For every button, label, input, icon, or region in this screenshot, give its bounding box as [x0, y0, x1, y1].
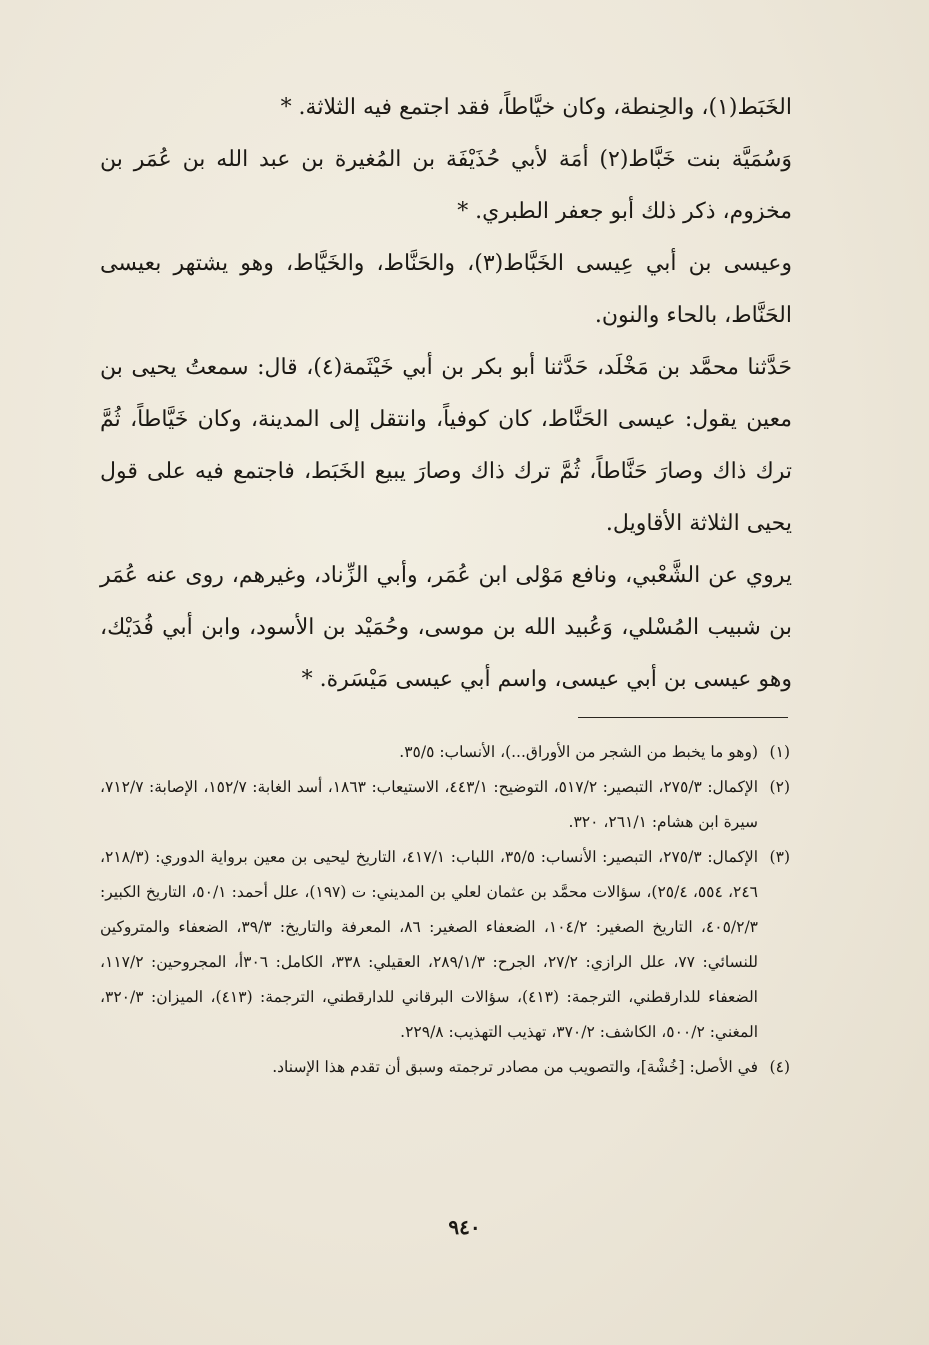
footnote-4 — [100, 1050, 790, 1085]
page-number: ٩٤٠ — [448, 1215, 481, 1239]
footnote-separator — [578, 717, 788, 718]
footnote-number: (٤) — [769, 1058, 790, 1076]
footnote-text: الإكمال: ٢٧٥/٣، التبصير: ٥١٧/٢، التوضيح: ٤٤٣/١، الاستيعاب: ١٨٦٣، أسد الغابة: ١٥٢/٧، الإصابة: ٧١٢/٧، سيرة ابن هشام: ٢٦١/١، ٣٢٠. — [100, 778, 759, 831]
main-text — [100, 82, 792, 706]
footnote-number: (٣) — [769, 848, 790, 866]
paragraph-1: الخَبَط(١)، والحِنطة، وكان خيَّاطاً، فقد اجتمع فيه الثلاثة. * — [280, 95, 792, 120]
footnote-1 — [100, 735, 790, 770]
paragraph-2: وَسُمَيَّة بنت خَبَّاط(٢) أمَة لأبي حُذَيْفَة بن المُغيرة بن عبد الله بن عُمَر بن مخزوم، ذكر ذلك أبو جعفر الطبري. * — [100, 147, 792, 224]
footnote-text: الإكمال: ٢٧٥/٣، التبصير: الأنساب: ٣٥/٥، اللباب: ٤١٧/١، التاريخ ليحيى بن معين برواية الدوري: (٢١٨/٣، ٢٤٦، ٥٥٤، ٢٥/٤)، سؤالات محمَّد بن عثمان لعلي بن المديني: ت (١٩٧)، علل أحمد: ٥٠/١، التاريخ الكبير: ٤٠٥/٢/٣، التاريخ الصغير: ١٠٤/٢، الضعفاء الصغير: ٨٦، المعرفة والتاريخ: ٣٩/٣، الضعفاء والمتروكين للنسائي: ٧٧، علل الرازي: ٢٧/٢، الجرح: ٢٨٩/١/٣، العقيلي: ٣٣٨، الكامل: ٣٠٦أ، المجروحين: ١١٧/٢، الضعفاء للدارقطني، الترجمة: (٤١٣)، سؤالات البرقاني للدارقطني، الترجمة: (٤١٣)، الميزان: ٣٢٠/٣، المغني: ٥٠٠/٢، الكاشف: ٣٧٠/٢، تهذيب التهذيب: ٢٢٩/٨. — [100, 848, 759, 1041]
footnote-text: (وهو ما يخبط من الشجر من الأوراق...)، الأنساب: ٣٥/٥. — [399, 743, 758, 761]
footnote-3 — [100, 840, 790, 1050]
footnote-text: في الأصل: [خُشْة]، والتصويب من مصادر ترجمته وسبق أن تقدم هذا الإسناد. — [272, 1058, 758, 1076]
footnote-number: (١) — [769, 743, 790, 761]
footnote-2 — [100, 770, 790, 840]
footnote-number: (٢) — [769, 778, 790, 796]
paragraph-5: يروي عن الشَّعْبي، ونافع مَوْلى ابن عُمَر، وأبي الزِّناد، وغيرهم، روى عنه عُمَر بن شبيب المُسْلي، وَعُبيد الله بن موسى، وحُمَيْد بن الأسود، وابن أبي فُدَيْك، وهو عيسى بن أبي عيسى، واسم أبي عيسى مَيْسَرة. * — [100, 563, 792, 692]
footnotes — [100, 735, 790, 1085]
paragraph-4: حَدَّثنا محمَّد بن مَخْلَد، حَدَّثنا أبو بكر بن أبي خَيْثَمة(٤)، قال: سمعتُ يحيى بن معين يقول: عيسى الحَنَّاط، كان كوفياً، وانتقل إلى المدينة، وكان خَيَّاطاً، ثُمَّ ترك ذاك وصارَ حَنَّاطاً، ثُمَّ ترك ذاك وصارَ يبيع الخَبَط، فاجتمع فيه على قول يحيى الثلاثة الأقاويل. — [100, 355, 792, 536]
paragraph-3: وعيسى بن أبي عِيسى الخَبَّاط(٣)، والحَنَّاط، والخَيَّاط، وهو يشتهر بعيسى الحَنَّاط، بالحاء والنون. — [100, 251, 792, 328]
